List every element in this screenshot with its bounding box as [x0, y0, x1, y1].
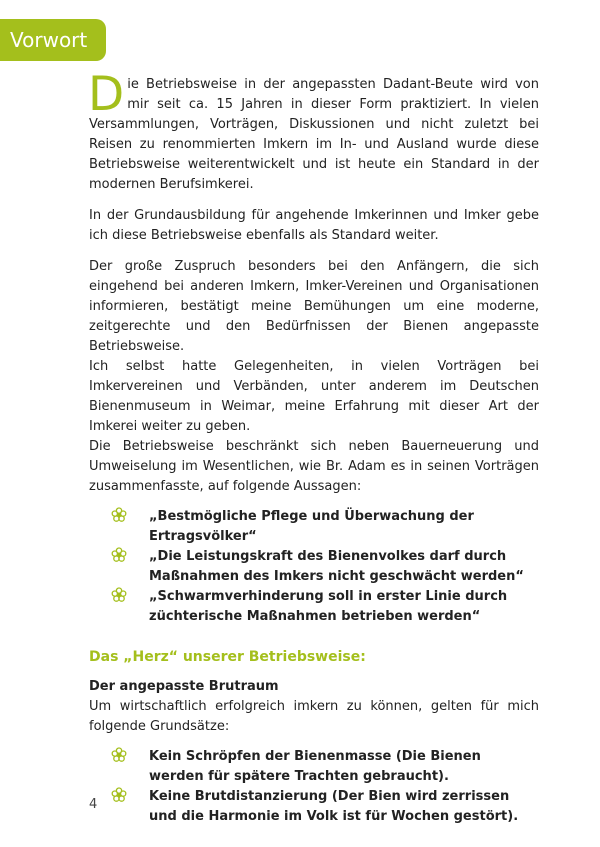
quote-item — [149, 587, 539, 627]
section-intro: Um wirtschaftlich erfolgreich imkern zu können, gelten für mich folgende Grundsätze: — [89, 699, 539, 734]
principle-text: Kein Schröpfen der Bienenmasse (Die Bienen werden für spätere Trachten gebraucht). — [149, 749, 481, 784]
principle-text: Keine Brutdistanzierung (Der Bien wird zerrissen und die Harmonie im Volk ist für Wochen gestört). — [149, 789, 519, 824]
quote-text: „Bestmögliche Pflege und Überwachung der Ertragsvölker“ — [149, 509, 474, 544]
flower-bullet-icon — [111, 507, 127, 523]
quote-list — [149, 507, 539, 627]
quote-item — [149, 507, 539, 547]
page-body — [88, 67, 539, 827]
quote-text: „Schwarmverhinderung soll in erster Linie durch züchterische Maßnahmen betrieben werden“ — [149, 589, 508, 624]
intro-paragraph-5: Die Betriebsweise beschränkt sich neben Bauerneuerung und Umweiselung im Wesentlichen, wie Br. Adam es in seinen Vorträgen zusammenfasste, auf folgende Aussagen: — [89, 439, 539, 494]
intro-paragraph-1-text: ie Betriebsweise in der angepassten Dadant-Beute wird von mir seit ca. 15 Jahren in dieser Form praktiziert. In vielen Versammlungen, Vorträgen, Diskussionen und nicht zuletzt bei Reisen zu renommierten Imkern im In- und Ausland wurde diese Betriebsweise weiterentwickelt und ist heute ein Standard in der modernen Berufsimkerei. — [89, 77, 539, 192]
flower-bullet-icon — [111, 747, 127, 763]
section-subheading: Der angepasste Brutraum — [89, 679, 279, 694]
intro-paragraph-4: Ich selbst hatte Gelegenheiten, in vielen Vorträgen bei Imkervereinen und Verbänden, unter anderem im Deutschen Bienenmuseum in Weimar, meine Erfahrung mit dieser Art der Imkerei weiter zu geben. — [89, 359, 539, 434]
intro-paragraph-2: In der Grundausbildung für angehende Imkerinnen und Imker gebe ich diese Betriebsweise ebenfalls als Standard weiter. — [89, 208, 539, 243]
flower-bullet-icon — [111, 587, 127, 603]
principle-list — [149, 747, 539, 827]
principle-item — [149, 747, 539, 787]
intro-paragraph-3: Der große Zuspruch besonders bei den Anfängern, die sich eingehend bei anderen Imkern, Imker-Vereinen und Organisationen informieren, bestätigt meine Bemühungen um eine moderne, zeitgerechte und den Bedürfnissen der Bienen angepasste Betriebsweise. — [89, 259, 539, 354]
flower-bullet-icon — [111, 787, 127, 803]
principle-item — [149, 787, 539, 827]
quote-text: „Die Leistungskraft des Bienenvolkes darf durch Maßnahmen des Imkers nicht geschwächt werden“ — [149, 549, 524, 584]
intro-paragraph-1 — [88, 67, 539, 195]
quote-item — [149, 547, 539, 587]
flower-bullet-icon — [111, 547, 127, 563]
drop-cap: D — [88, 67, 125, 122]
section-heading: Das „Herz“ unserer Betriebsweise: — [89, 649, 366, 665]
section-tab: Vorwort — [0, 19, 106, 61]
page-number: 4 — [89, 797, 98, 812]
